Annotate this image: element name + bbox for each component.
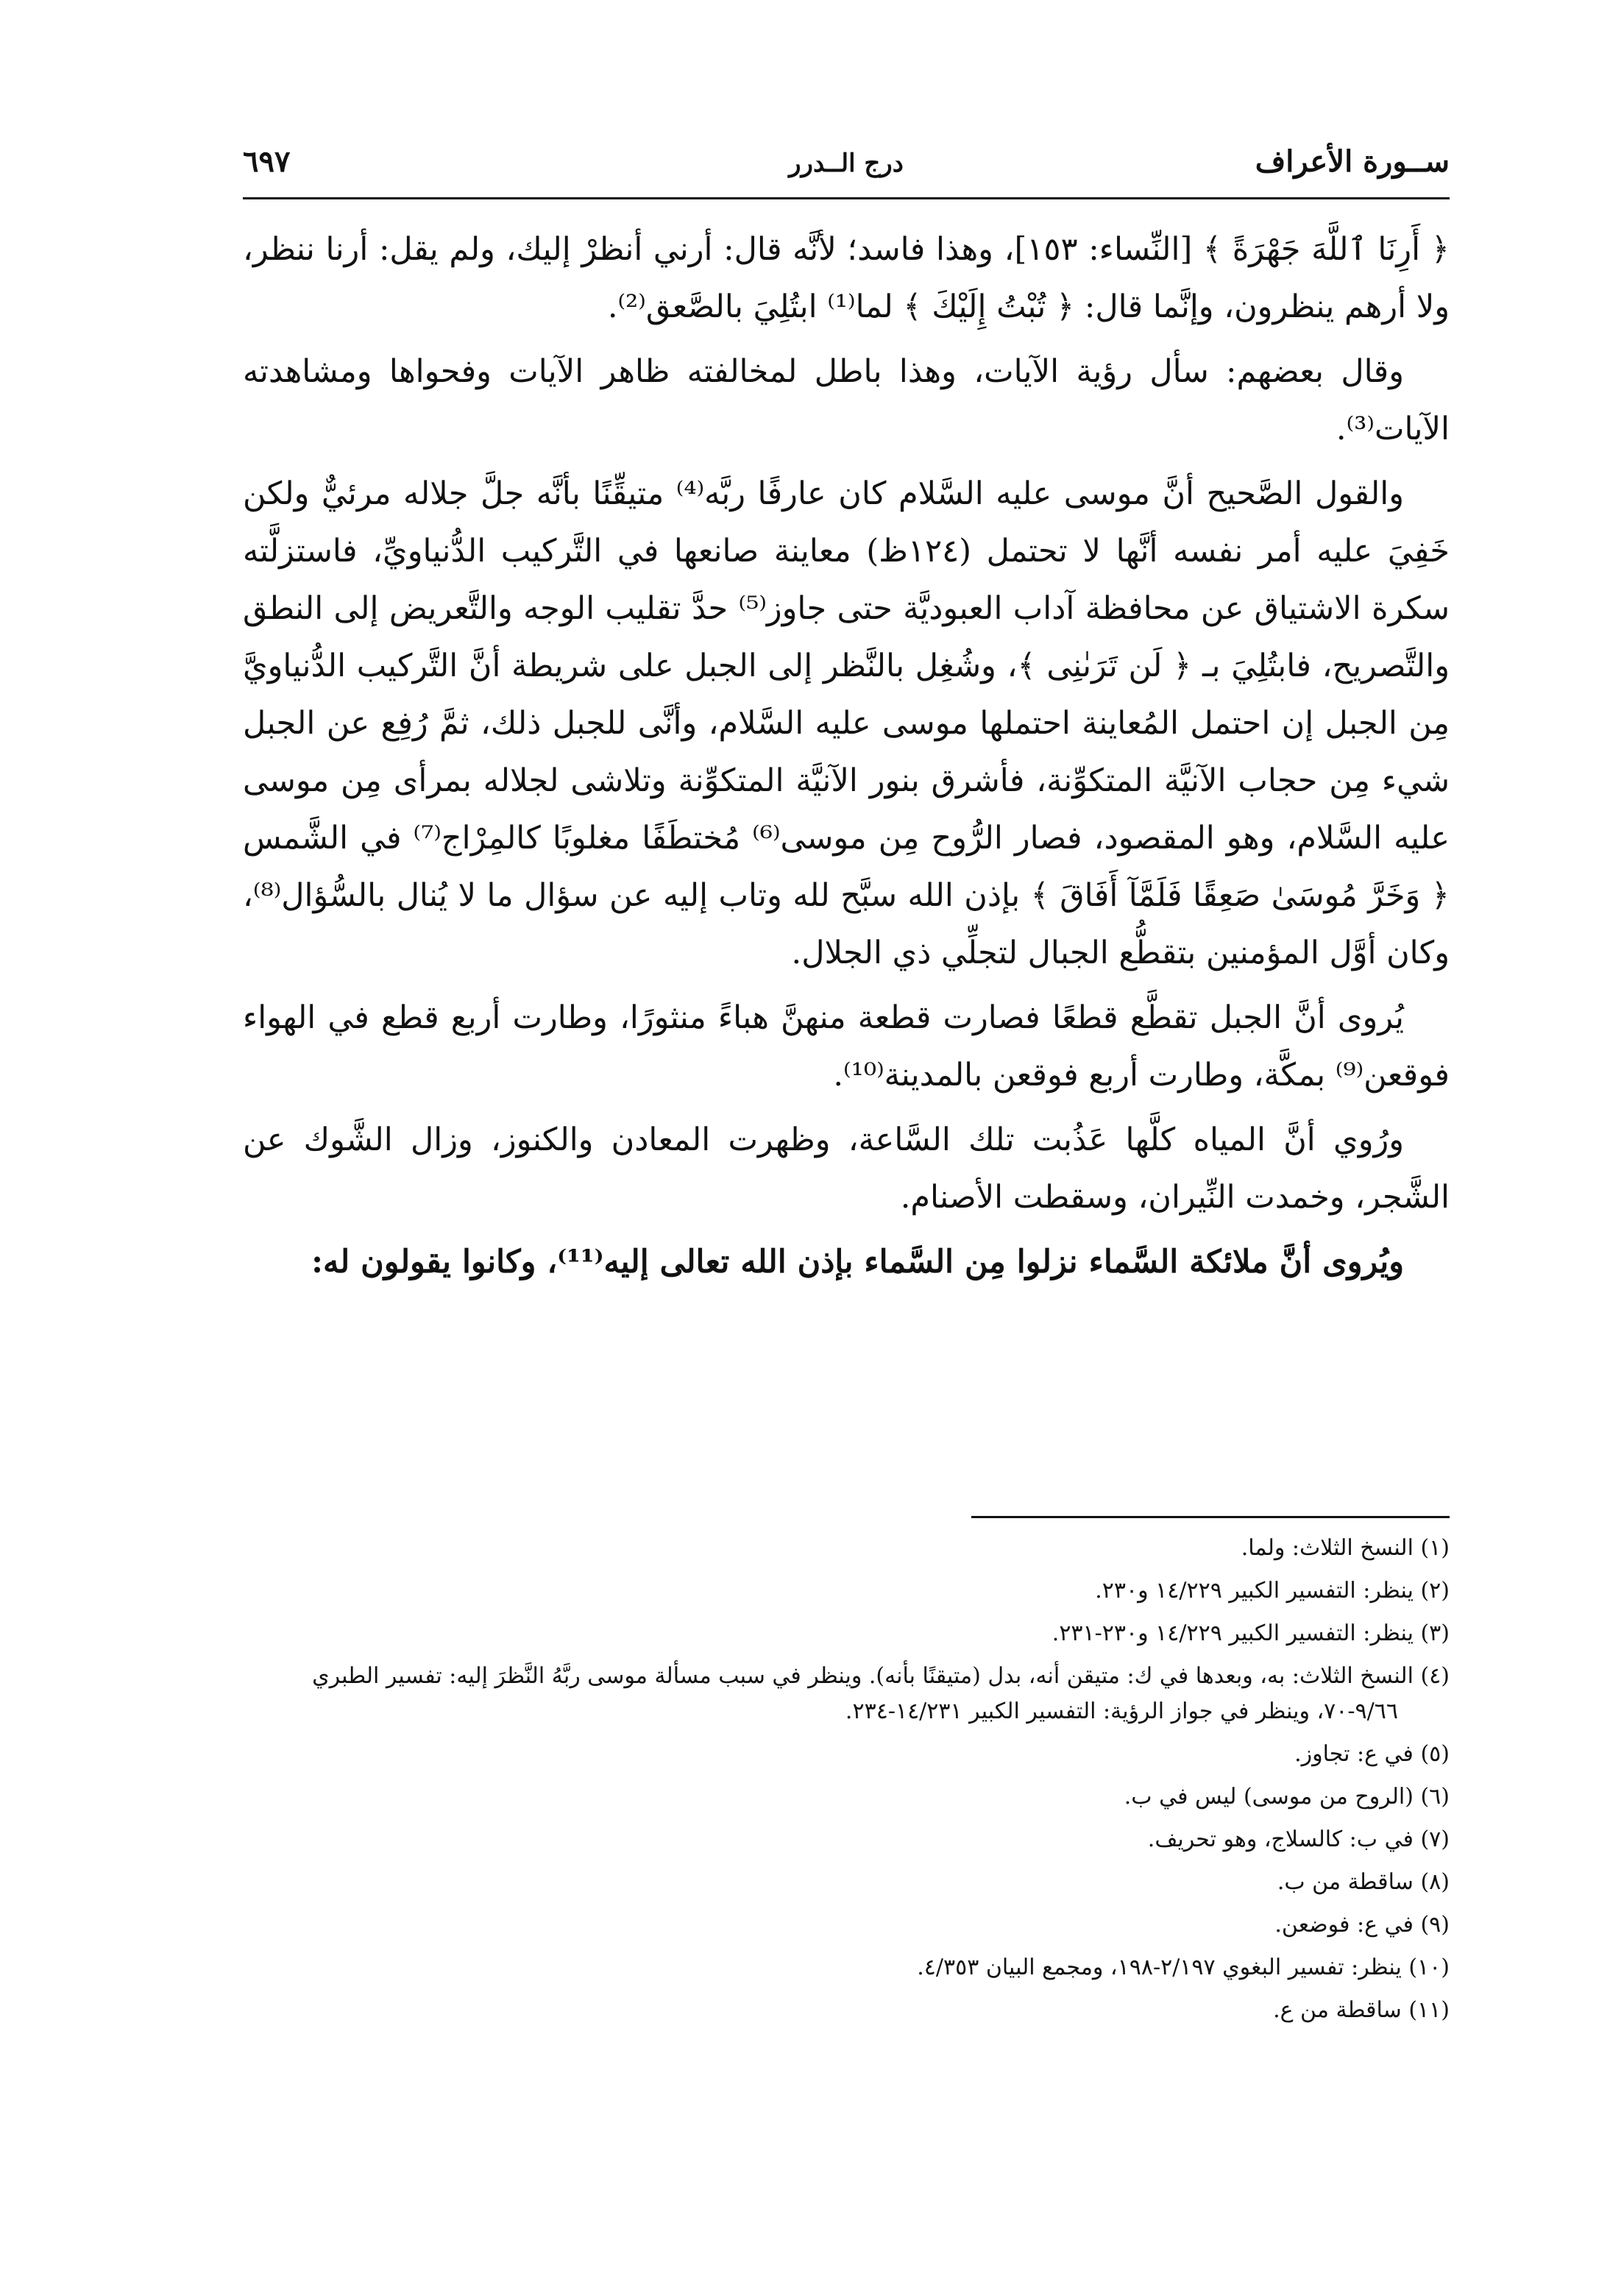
- paragraph: ويُروى أنَّ ملائكة السَّماء نزلوا مِن السَّماء بإذن الله تعالى إليه⁽¹¹⁾، وكانوا يقولون له:: [311, 1244, 1404, 1280]
- footnote: (٧) في ب: كالسلاج، وهو تحريف.: [1147, 1826, 1450, 1852]
- footnote: (٢) ينظر: التفسير الكبير ١٤/٢٢٩ و٢٣٠.: [1095, 1578, 1450, 1604]
- footnote: (١١) ساقطة من ع.: [1273, 1997, 1450, 2023]
- surah-title: ســورة الأعراف: [1255, 144, 1450, 179]
- footnote: (١) النسخ الثلاث: ولما.: [1241, 1535, 1450, 1561]
- paragraph: يُروى أنَّ الجبل تقطَّع قطعًا فصارت قطعة منهنَّ هباءً منثورًا، وطارت أربع قطع في الهواء فوقعن⁽⁹⁾ بمكَّة، وطارت أربع فوقعن بالمدينة⁽¹⁰⁾.: [243, 999, 1450, 1094]
- book-title: درج الــدرر: [789, 149, 904, 178]
- footnote: (٤) النسخ الثلاث: به، وبعدها في ك: متيقن أنه، بدل (متيقنًا بأنه). وينظر في سبب مسألة موسى ربَّهُ النَّظرَ إليه: تفسير الطبري ٩/٦٦-٧٠، وينظر في جواز الرؤية: التفسير الكبير ١٤/٢٣١-٢٣٤.: [312, 1663, 1450, 1724]
- footnote: (٥) في ع: تجاوز.: [1294, 1741, 1450, 1767]
- running-header: [243, 144, 1450, 188]
- footnote: (٦) (الروح من موسى) ليس في ب.: [1124, 1784, 1450, 1810]
- paragraph: وقال بعضهم: سأل رؤية الآيات، وهذا باطل لمخالفته ظاهر الآيات وفحواها ومشاهدته الآيات⁽³⁾.: [243, 353, 1450, 447]
- footnote: (١٠) ينظر: تفسير البغوي ٢/١٩٧-١٩٨، ومجمع البيان ٤/٣٥٣.: [917, 1955, 1450, 1980]
- main-text: [243, 221, 1450, 1487]
- footnote: (٩) في ع: فوضعن.: [1274, 1912, 1450, 1938]
- paragraph: والقول الصَّحيح أنَّ موسى عليه السَّلام كان عارفًا ربَّه⁽⁴⁾ متيقِّنًا بأنَّه جلَّ جلاله مرئيٌّ ولكن خَفِيَ عليه أمر نفسه أنَّها لا تحتمل (١٢٤ظ) معاينة صانعها في التَّركيب الدُّنياويِّ، فاستزلَّته سكرة الاشتياق عن محافظة آداب العبوديَّة حتى جاوز⁽⁵⁾ حدَّ تقليب الوجه والتَّعريض إلى النطق والتَّصريح، فابتُلِيَ بـ ﴿ لَن تَرَىٰنِى ﴾، وشُغِل بالنَّظر إلى الجبل على شريطة أنَّ التَّركيب الدُّنياويَّ مِن الجبل إن احتمل المُعاينة احتملها موسى عليه السَّلام، وأنَّى للجبل ذلك، ثمَّ رُفِع عن الجبل شيء مِن حجاب الآنيَّة المتكوِّنة، فأشرق بنور الآنيَّة المتكوِّنة وتلاشى لجلاله بمرأى مِن موسى عليه السَّلام، وهو المقصود، فصار الرُّوح مِن موسى⁽⁶⁾ مُختطَفًا مغلوبًا كالمِرْاج⁽⁷⁾ في الشَّمس ﴿ وَخَرَّ مُوسَىٰ صَعِقًا فَلَمَّآ أَفَاقَ ﴾ بإذن الله سبَّح لله وتاب إليه عن سؤال ما لا يُنال بالسُّؤال⁽⁸⁾، وكان أوَّل المؤمنين بتقطُّع الجبال لتجلِّي ذي الجلال.: [243, 475, 1450, 971]
- page-number: ٦٩٧: [243, 144, 291, 179]
- footnote: (٨) ساقطة من ب.: [1277, 1869, 1450, 1895]
- footnote: (٣) ينظر: التفسير الكبير ١٤/٢٢٩ و٢٣٠-٢٣١.: [1052, 1620, 1450, 1646]
- paragraph: ﴿ أَرِنَا ٱللَّهَ جَهْرَةً ﴾ [النِّساء: ١٥٣]، وهذا فاسد؛ لأنَّه قال: أرني أنظرْ إليك، ولم يقل: أرنا ننظر، ولا أرهم ينظرون، وإنَّما قال: ﴿ تُبْتُ إِلَيْكَ ﴾ لما⁽¹⁾ ابتُلِيَ بالصَّعق⁽²⁾.: [243, 231, 1450, 325]
- footnote-separator: [971, 1516, 1450, 1518]
- footnotes: [243, 1531, 1450, 2164]
- header-rule: [243, 197, 1450, 199]
- paragraph: ورُوي أنَّ المياه كلَّها عَذُبت تلك السَّاعة، وظهرت المعادن والكنوز، وزال الشَّوك عن الشَّجر، وخمدت النِّيران، وسقطت الأصنام.: [243, 1122, 1450, 1216]
